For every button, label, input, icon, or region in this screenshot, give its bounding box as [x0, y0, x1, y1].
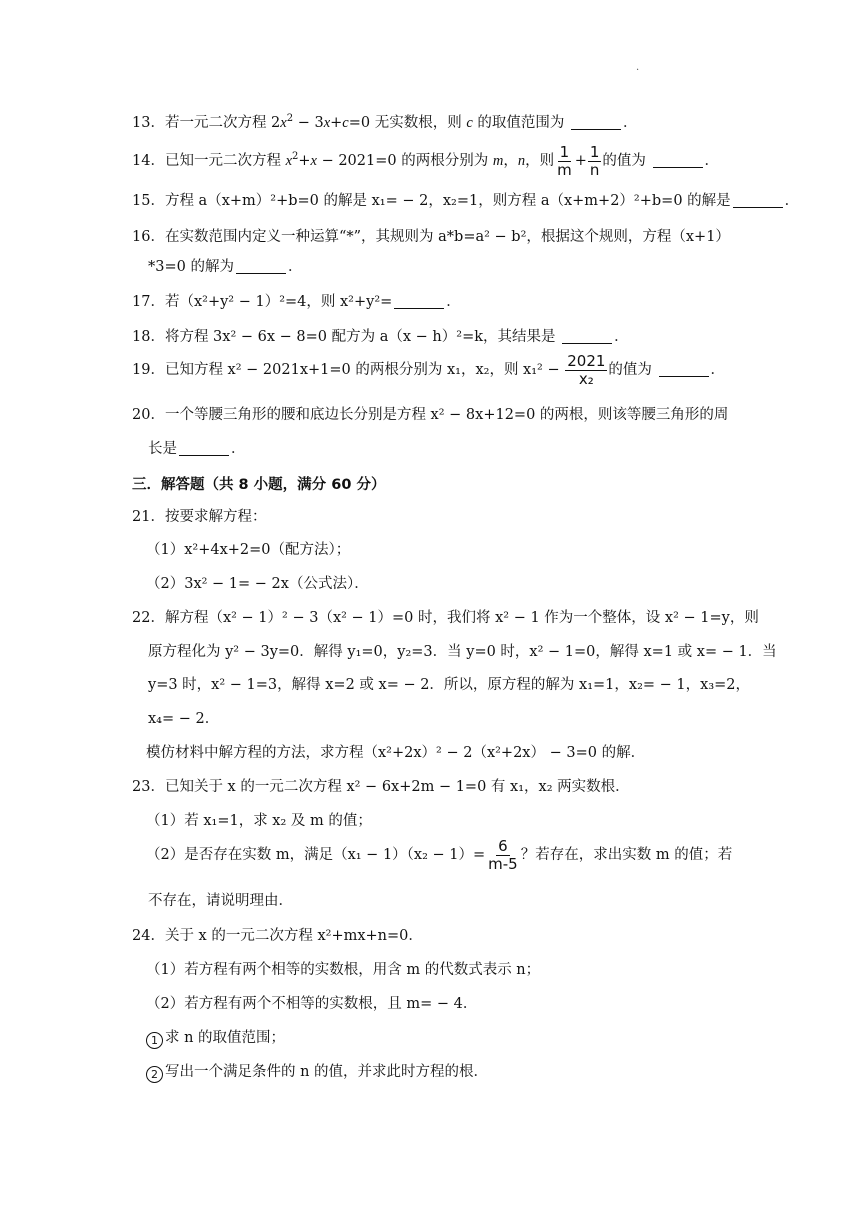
- question-24-part-1: （1）若方程有两个相等的实数根，用含 m 的代数式表示 n；: [146, 962, 541, 978]
- question-number: 17．: [132, 294, 165, 310]
- question-22-line-3: y=3 时，x² − 1=3，解得 x=2 或 x= − 2．所以，原方程的解为 x₁=1，x₂= − 1，x₃=2，: [148, 677, 751, 693]
- question-24-sub-2: 2 写出一个满足条件的 n 的值，并求此时方程的根．: [146, 1062, 488, 1083]
- answer-blank[interactable]: [571, 115, 621, 130]
- question-19: 19．已知方程 x² − 2021x+1=0 的两根分别为 x₁，x₂，则 x₁² − $\frac{2021}{\text{x₂}}$ 的值为 ．: [132, 351, 726, 388]
- fraction-1-over-n: $\frac{1}{n}$: [589, 142, 600, 179]
- question-22-line-4: x₄= − 2．: [148, 711, 220, 727]
- circled-number-2: 2: [146, 1066, 163, 1083]
- question-number: 22．: [132, 610, 165, 626]
- question-22-task: 模仿材料中解方程的方法，求方程（x²+2x）² − 2（x²+2x） − 3=0 的解．: [146, 745, 646, 761]
- question-23-part-2-cont: 不存在，请说明理由．: [148, 893, 293, 909]
- question-21: 21．按要求解方程：: [132, 509, 267, 525]
- question-23: 23．已知关于 x 的一元二次方程 x² − 6x+2m − 1=0 有 x₁，x₂ 两实数根．: [132, 779, 630, 795]
- question-21-part-1: （1）x²+4x+2=0（配方法）；: [146, 542, 351, 558]
- question-23-part-2: （2）是否存在实数 m，满足（x₁ − 1）（x₂ − 1）= $\frac{6}{m-5}$ ？若存在，求出实数 m 的值；若: [146, 836, 733, 873]
- question-number: 14．: [132, 153, 165, 169]
- fraction-1-over-m: $\frac{1}{m}$: [557, 142, 572, 179]
- question-number: 23．: [132, 779, 165, 795]
- question-number: 15．: [132, 193, 165, 209]
- question-16: 16．在实数范围内定义一种运算“*”，其规则为 a*b=a² − b²，根据这个规则，方程（x+1）: [132, 229, 730, 245]
- question-18: 18．将方程 3x² − 6x − 8=0 配方为 a（x − h）²=k，其结果是 ．: [132, 329, 629, 345]
- question-24-part-2: （2）若方程有两个不相等的实数根，且 m= − 4．: [146, 996, 478, 1012]
- question-15: 15．方程 a（x+m）²+b=0 的解是 x₁= − 2，x₂=1，则方程 a（x+m+2）²+b=0 的解是 ．: [132, 193, 800, 209]
- answer-blank[interactable]: [733, 193, 783, 208]
- question-16-cont: *3=0 的解为 ．: [148, 259, 303, 275]
- question-22: 22．解方程（x² − 1）² − 3（x² − 1）=0 时，我们将 x² − 1 作为一个整体，设 x² − 1=y，则: [132, 610, 759, 626]
- answer-blank[interactable]: [179, 441, 229, 456]
- fraction-2021-over-x2: $\frac{2021}{\text{x₂}}$: [567, 351, 606, 388]
- answer-blank[interactable]: [394, 294, 444, 309]
- question-24-sub-1: 1 求 n 的取值范围；: [146, 1028, 285, 1049]
- question-number: 24．: [132, 928, 165, 944]
- question-21-part-2: （2）3x² − 1= − 2x（公式法）．: [146, 576, 369, 592]
- question-20-cont: 长是 ．: [148, 441, 246, 457]
- question-number: 16．: [132, 229, 165, 245]
- header-mark: .: [636, 62, 640, 73]
- circled-number-1: 1: [146, 1032, 163, 1049]
- question-22-line-2: 原方程化为 y² − 3y=0．解得 y₁=0，y₂=3．当 y=0 时，x² − 1=0，解得 x=1 或 x= − 1．当: [148, 644, 777, 660]
- question-number: 21．: [132, 509, 165, 525]
- question-13: 13．若一元二次方程 $2x^2 - 3x+c=0$ 无实数根，则 c 的取值范围为 ．: [132, 113, 638, 131]
- section-heading: 三．解答题（共 8 小题，满分 60 分）: [132, 477, 386, 493]
- answer-blank[interactable]: [562, 329, 612, 344]
- question-23-part-1: （1）若 x₁=1，求 x₂ 及 m 的值；: [146, 813, 372, 829]
- answer-blank[interactable]: [653, 153, 703, 168]
- answer-blank[interactable]: [659, 362, 709, 377]
- question-number: 13．: [132, 115, 165, 131]
- question-number: 19．: [132, 362, 165, 378]
- fraction-6-over-m-minus-5: $\frac{6}{m-5}$: [488, 836, 518, 873]
- question-number: 18．: [132, 329, 165, 345]
- question-20: 20．一个等腰三角形的腰和底边长分别是方程 x² − 8x+12=0 的两根，则该等腰三角形的周: [132, 407, 729, 423]
- question-14: 14．已知一元二次方程 $x^2+x - 2021=0$ 的两根分别为 m，n，则 $\frac{1}{m}$ + $\frac{1}{n}$ 的值为 ．: [132, 142, 720, 179]
- question-17: 17．若（x²+y² − 1）²=4，则 x²+y²= ．: [132, 294, 461, 310]
- answer-blank[interactable]: [236, 259, 286, 274]
- question-number: 20．: [132, 407, 165, 423]
- question-24: 24．关于 x 的一元二次方程 x²+mx+n=0．: [132, 928, 423, 944]
